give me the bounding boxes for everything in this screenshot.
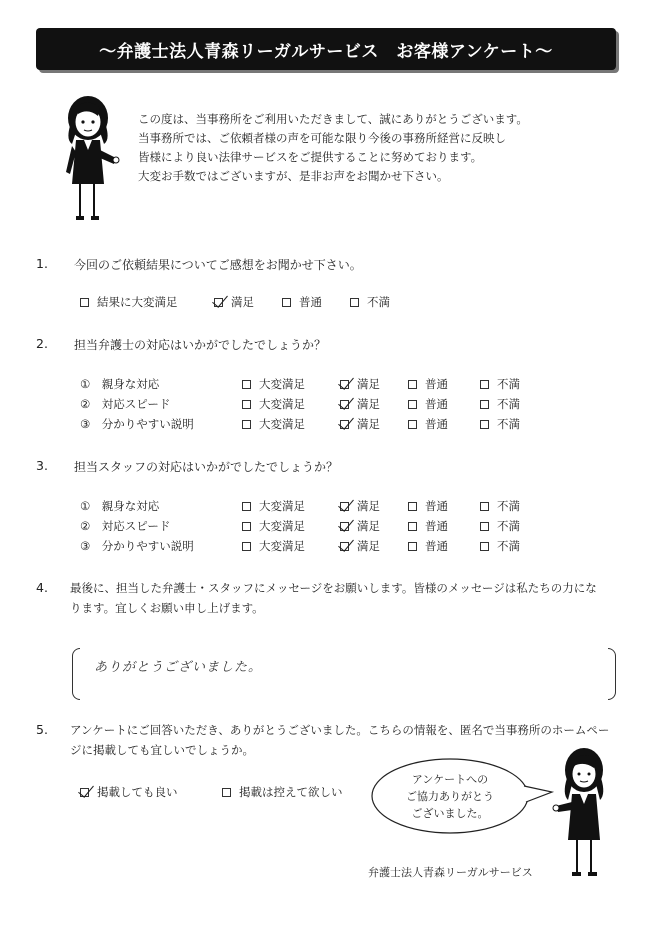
- option-label: 普通: [299, 295, 322, 309]
- option-label: 満足: [357, 397, 380, 411]
- bubble-line: ご協力ありがとう: [406, 789, 494, 803]
- survey-title-banner: [36, 28, 616, 70]
- option-label: 普通: [425, 417, 448, 431]
- option-label: 満足: [357, 377, 380, 391]
- checkbox[interactable]: [242, 522, 251, 531]
- rating-option[interactable]: [480, 376, 520, 392]
- intro-text: [138, 110, 608, 186]
- footer-organization: 弁護士法人青森リーガルサービス: [368, 866, 533, 879]
- rating-option[interactable]: [480, 498, 520, 514]
- bubble-line: アンケートへの: [411, 772, 489, 786]
- rating-option[interactable]: [242, 518, 305, 534]
- checkbox[interactable]: [480, 380, 489, 389]
- speech-bubble: [370, 756, 555, 836]
- option-label: 大変満足: [259, 417, 305, 431]
- rating-option[interactable]: [480, 518, 520, 534]
- option-label: 普通: [425, 397, 448, 411]
- survey-title: 〜弁護士法人青森リーガルサービス お客様アンケート〜: [99, 41, 553, 62]
- q1-option[interactable]: [350, 294, 390, 310]
- checkbox[interactable]: [242, 542, 251, 551]
- q3-text: 担当スタッフの対応はいかがでしたでしょうか？: [74, 460, 339, 474]
- option-label: 掲載は控えて欲しい: [239, 785, 343, 799]
- woman-illustration-icon: [58, 92, 124, 224]
- q1-option[interactable]: [282, 294, 322, 310]
- q5-option-allow[interactable]: [80, 784, 178, 800]
- q5-option-decline[interactable]: [222, 784, 343, 800]
- checkbox[interactable]: [340, 420, 349, 429]
- bubble-line: ございました。: [411, 806, 489, 820]
- message-input[interactable]: [72, 648, 616, 700]
- option-label: 結果に大変満足: [97, 295, 178, 309]
- rating-row-label: ③ 分かりやすい説明: [80, 539, 194, 553]
- option-label: 不満: [497, 417, 520, 431]
- intro-line: 当事務所では、ご依頼者様の声を可能な限り今後の事務所経営に反映し: [138, 131, 506, 145]
- rating-option[interactable]: [408, 376, 448, 392]
- rating-option[interactable]: [480, 538, 520, 554]
- q2-number: 2.: [36, 336, 48, 351]
- intro-line: この度は、当事務所をご利用いただきまして、誠にありがとうございます。: [138, 112, 528, 126]
- q1-number: 1.: [36, 256, 48, 271]
- option-label: 不満: [497, 397, 520, 411]
- rating-row-label: ② 対応スピード: [80, 519, 171, 533]
- option-label: 大変満足: [259, 539, 305, 553]
- checkbox[interactable]: [282, 298, 291, 307]
- q2-text: 担当弁護士の対応はいかがでしたでしょうか？: [74, 338, 327, 352]
- option-label: 不満: [497, 539, 520, 553]
- checkbox[interactable]: [340, 502, 349, 511]
- checkbox[interactable]: [340, 542, 349, 551]
- checkbox[interactable]: [242, 380, 251, 389]
- intro-line: 皆様により良い法律サービスをご提供することに努めております。: [138, 150, 483, 164]
- rating-option[interactable]: [480, 396, 520, 412]
- option-label: 掲載しても良い: [97, 785, 178, 799]
- rating-option[interactable]: [340, 376, 380, 392]
- checkbox[interactable]: [242, 502, 251, 511]
- checkbox[interactable]: [408, 380, 417, 389]
- checkbox[interactable]: [340, 400, 349, 409]
- checkbox[interactable]: [242, 400, 251, 409]
- checkbox[interactable]: [480, 542, 489, 551]
- option-label: 大変満足: [259, 397, 305, 411]
- rating-option[interactable]: [340, 538, 380, 554]
- checkbox[interactable]: [350, 298, 359, 307]
- rating-row-label: ③ 分かりやすい説明: [80, 417, 194, 431]
- checkbox[interactable]: [408, 420, 417, 429]
- option-label: 不満: [367, 295, 390, 309]
- option-label: 満足: [231, 295, 254, 309]
- rating-row-label: ② 対応スピード: [80, 397, 171, 411]
- rating-option[interactable]: [408, 518, 448, 534]
- rating-option[interactable]: [242, 376, 305, 392]
- q1-option[interactable]: [80, 294, 178, 310]
- rating-option[interactable]: [242, 498, 305, 514]
- q5-text-line2: ジに掲載しても宜しいでしょうか。: [70, 743, 254, 757]
- option-label: 普通: [425, 377, 448, 391]
- option-label: 満足: [357, 539, 380, 553]
- checkbox[interactable]: [480, 420, 489, 429]
- q3-number: 3.: [36, 458, 48, 473]
- checkbox[interactable]: [480, 502, 489, 511]
- checkbox[interactable]: [222, 788, 231, 797]
- option-label: 普通: [425, 499, 448, 513]
- option-label: 大変満足: [259, 519, 305, 533]
- q4-text-line2: ります。宜しくお願い申し上げます。: [70, 601, 264, 615]
- option-label: 普通: [425, 539, 448, 553]
- checkbox[interactable]: [480, 400, 489, 409]
- rating-option[interactable]: [340, 498, 380, 514]
- q1-text: 今回のご依頼結果についてご感想をお聞かせ下さい。: [74, 258, 362, 272]
- rating-option[interactable]: [340, 416, 380, 432]
- option-label: 不満: [497, 377, 520, 391]
- checkbox[interactable]: [80, 788, 89, 797]
- checkbox[interactable]: [242, 420, 251, 429]
- rating-option[interactable]: [408, 498, 448, 514]
- q1-option[interactable]: [214, 294, 254, 310]
- option-label: 満足: [357, 519, 380, 533]
- message-answer: ありがとうございました。: [94, 660, 263, 675]
- rating-option[interactable]: [242, 396, 305, 412]
- rating-option[interactable]: [408, 396, 448, 412]
- rating-option[interactable]: [242, 416, 305, 432]
- rating-option[interactable]: [408, 416, 448, 432]
- intro-line: 大変お手数ではございますが、是非お声をお聞かせ下さい。: [138, 169, 449, 183]
- q4-number: 4.: [36, 580, 48, 595]
- option-label: 満足: [357, 417, 380, 431]
- checkbox[interactable]: [408, 400, 417, 409]
- option-label: 普通: [425, 519, 448, 533]
- q5-text-line1: アンケートにご回答いただき、ありがとうございました。こちらの情報を、匿名で当事務所のホームペー: [70, 723, 610, 737]
- rating-option[interactable]: [480, 416, 520, 432]
- q5-number: 5.: [36, 722, 48, 737]
- rating-option[interactable]: [242, 538, 305, 554]
- checkbox[interactable]: [408, 542, 417, 551]
- checkbox[interactable]: [340, 380, 349, 389]
- rating-option[interactable]: [408, 538, 448, 554]
- checkbox[interactable]: [340, 522, 349, 531]
- checkbox[interactable]: [214, 298, 223, 307]
- woman-illustration-icon: [552, 744, 614, 880]
- checkbox[interactable]: [408, 502, 417, 511]
- rating-row-label: ① 親身な対応: [80, 499, 160, 513]
- rating-row-label: ① 親身な対応: [80, 377, 160, 391]
- checkbox[interactable]: [408, 522, 417, 531]
- checkbox[interactable]: [80, 298, 89, 307]
- rating-option[interactable]: [340, 396, 380, 412]
- rating-option[interactable]: [340, 518, 380, 534]
- option-label: 不満: [497, 519, 520, 533]
- option-label: 不満: [497, 499, 520, 513]
- checkbox[interactable]: [480, 522, 489, 531]
- option-label: 大変満足: [259, 499, 305, 513]
- option-label: 大変満足: [259, 377, 305, 391]
- q4-text-line1: 最後に、担当した弁護士・スタッフにメッセージをお願いします。皆様のメッセージは私たちの力にな: [70, 581, 597, 595]
- option-label: 満足: [357, 499, 380, 513]
